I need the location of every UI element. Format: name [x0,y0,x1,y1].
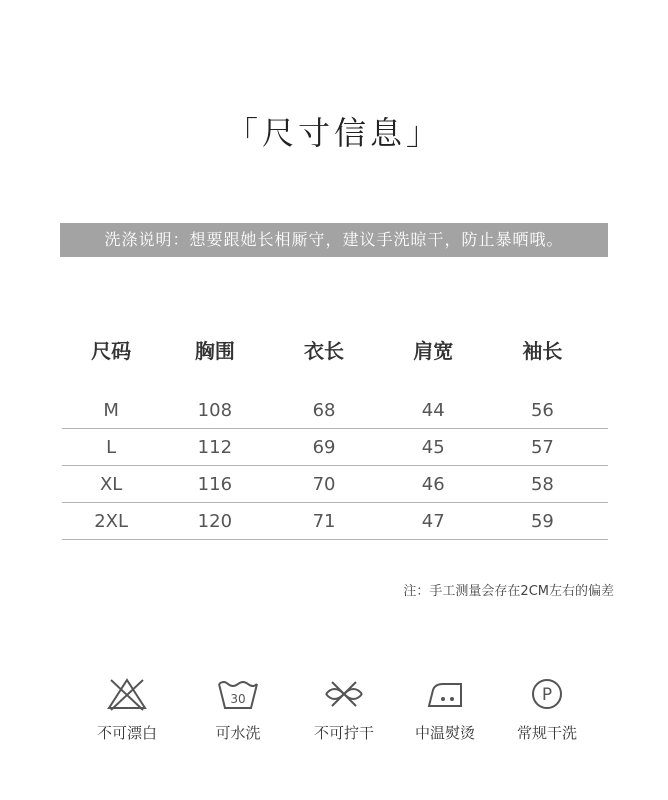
care-label: 不可漂白 [96,724,157,742]
table-row [62,429,608,466]
machine-wash-30-icon [216,676,260,712]
cell-chest: 120 [197,510,233,532]
care-item-dry-clean [492,676,602,743]
cell-shoulder: 44 [421,399,445,421]
care-item-no-bleach [72,676,182,743]
cell-chest: 108 [197,399,233,421]
wash-notice-banner: 洗涤说明：想要跟她长相厮守，建议手洗晾干，防止暴晒哦。 [60,223,608,257]
cell-shoulder: 45 [421,436,445,458]
dry-clean-letter: P [541,685,553,705]
page-title: 「尺寸信息」 [225,114,442,152]
cell-length: 70 [312,473,336,495]
dry-clean-p-icon [525,676,569,712]
header-sleeve: 袖长 [522,338,563,363]
table-row [62,466,608,503]
iron-medium-icon [423,676,467,712]
header-length: 衣长 [304,338,345,363]
table-body [62,392,608,540]
table-row [62,392,608,429]
cell-chest: 116 [197,473,233,495]
header-shoulder: 肩宽 [413,338,454,363]
care-label: 常规干洗 [516,724,577,742]
measurement-note: 注：手工测量会存在2CM左右的偏差 [403,584,614,599]
header-size: 尺码 [91,338,132,363]
cell-size: L [106,436,117,458]
care-item-no-wring [289,676,399,743]
care-label: 不可拧干 [313,724,374,742]
size-table [62,326,608,540]
cell-sleeve: 56 [530,399,554,421]
header-chest: 胸围 [194,338,235,363]
cell-chest: 112 [197,436,233,458]
wash-temp-text: 30 [230,692,246,706]
cell-length: 69 [312,436,336,458]
table-row [62,503,608,540]
no-bleach-icon [105,676,149,712]
cell-length: 68 [312,399,336,421]
cell-size: 2XL [94,510,129,532]
table-header [62,326,608,372]
do-not-wring-icon [322,676,366,712]
cell-sleeve: 57 [530,436,554,458]
care-label: 中温熨烫 [414,724,475,742]
care-label: 可水洗 [215,724,261,742]
cell-shoulder: 47 [421,510,445,532]
cell-sleeve: 58 [530,473,554,495]
cell-size: XL [99,473,123,495]
care-item-wash [183,676,293,743]
cell-shoulder: 46 [421,473,445,495]
cell-sleeve: 59 [530,510,554,532]
cell-size: M [103,399,119,421]
care-item-iron [390,676,500,743]
cell-length: 71 [312,510,336,532]
